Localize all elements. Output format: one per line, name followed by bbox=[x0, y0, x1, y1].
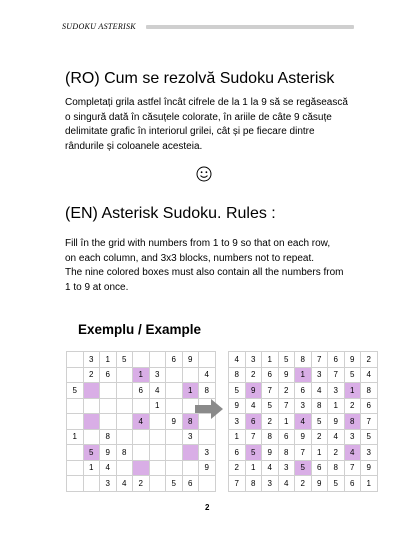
grid-row bbox=[229, 429, 378, 445]
grid-cell: 4 bbox=[245, 398, 262, 414]
grid-cell: 4 bbox=[100, 460, 117, 476]
grid-cell: 1 bbox=[100, 352, 117, 368]
grid-cell: 3 bbox=[182, 429, 199, 445]
grid-cell: 3 bbox=[199, 445, 216, 461]
grid-cell bbox=[116, 429, 133, 445]
grid-cell bbox=[149, 476, 166, 492]
grid-cell: 5 bbox=[361, 429, 378, 445]
grid-cell bbox=[182, 445, 199, 461]
grid-cell: 9 bbox=[311, 476, 328, 492]
grid-cell: 8 bbox=[199, 383, 216, 399]
grid-cell: 3 bbox=[328, 383, 345, 399]
grid-cell: 8 bbox=[361, 383, 378, 399]
grid-row bbox=[67, 398, 216, 414]
grid-cell bbox=[199, 352, 216, 368]
grid-cell bbox=[199, 476, 216, 492]
grid-cell: 5 bbox=[295, 460, 312, 476]
grid-cell: 5 bbox=[67, 383, 84, 399]
grid-row bbox=[229, 367, 378, 383]
grid-cell bbox=[182, 367, 199, 383]
grid-cell: 1 bbox=[295, 367, 312, 383]
grid-cell: 9 bbox=[199, 460, 216, 476]
grid-cell: 5 bbox=[262, 398, 279, 414]
ro-line: o singură dată în căsuțele colorate, în ariile de câte 9 căsuțe bbox=[65, 111, 332, 123]
grid-row bbox=[67, 383, 216, 399]
grid-cell: 8 bbox=[245, 476, 262, 492]
page-number: 2 bbox=[205, 503, 210, 512]
grid-cell: 9 bbox=[328, 414, 345, 430]
grid-cell: 8 bbox=[328, 460, 345, 476]
grid-cell: 8 bbox=[311, 398, 328, 414]
grid-cell: 3 bbox=[295, 398, 312, 414]
grid-cell: 3 bbox=[83, 352, 100, 368]
grid-cell: 6 bbox=[100, 367, 117, 383]
grid-cell: 2 bbox=[262, 414, 279, 430]
running-header: SUDOKU ASTERISK bbox=[62, 22, 136, 31]
grid-cell bbox=[166, 367, 183, 383]
grid-cell: 1 bbox=[311, 445, 328, 461]
grid-cell: 9 bbox=[278, 367, 295, 383]
grid-cell: 9 bbox=[245, 383, 262, 399]
grid-cell bbox=[116, 460, 133, 476]
grid-cell bbox=[67, 398, 84, 414]
grid-cell: 9 bbox=[100, 445, 117, 461]
grid-cell bbox=[67, 476, 84, 492]
grid-cell: 6 bbox=[182, 476, 199, 492]
grid-cell bbox=[116, 398, 133, 414]
grid-cell bbox=[116, 367, 133, 383]
grid-cell: 8 bbox=[116, 445, 133, 461]
grid-cell: 1 bbox=[245, 460, 262, 476]
solution-grid bbox=[228, 351, 378, 492]
grid-cell: 6 bbox=[328, 352, 345, 368]
grid-cell bbox=[100, 398, 117, 414]
grid-cell bbox=[166, 460, 183, 476]
ro-paragraph bbox=[65, 96, 365, 154]
grid-cell bbox=[166, 445, 183, 461]
grid-cell: 4 bbox=[344, 445, 361, 461]
grid-cell: 1 bbox=[83, 460, 100, 476]
grid-cell: 4 bbox=[361, 367, 378, 383]
grid-cell: 7 bbox=[344, 460, 361, 476]
grid-cell: 7 bbox=[361, 414, 378, 430]
grid-cell: 3 bbox=[311, 367, 328, 383]
grid-row bbox=[229, 460, 378, 476]
grid-cell: 2 bbox=[311, 429, 328, 445]
grid-cell: 1 bbox=[67, 429, 84, 445]
grid-cell bbox=[100, 414, 117, 430]
grid-cell: 7 bbox=[278, 398, 295, 414]
grid-cell: 7 bbox=[295, 445, 312, 461]
grid-cell bbox=[166, 398, 183, 414]
grid-cell: 3 bbox=[245, 352, 262, 368]
grid-cell bbox=[116, 383, 133, 399]
grid-cell: 2 bbox=[295, 476, 312, 492]
grid-cell bbox=[166, 429, 183, 445]
grid-row bbox=[229, 414, 378, 430]
grid-cell bbox=[133, 352, 150, 368]
grid-cell: 4 bbox=[199, 367, 216, 383]
grid-row bbox=[67, 460, 216, 476]
grid-cell: 2 bbox=[133, 476, 150, 492]
grid-cell bbox=[133, 445, 150, 461]
header-rule bbox=[146, 25, 354, 29]
grid-cell: 5 bbox=[344, 367, 361, 383]
grid-row bbox=[67, 352, 216, 368]
grid-cell: 1 bbox=[229, 429, 246, 445]
grid-cell: 7 bbox=[328, 367, 345, 383]
grid-cell: 4 bbox=[116, 476, 133, 492]
grid-cell: 5 bbox=[311, 414, 328, 430]
grid-cell: 2 bbox=[229, 460, 246, 476]
grid-cell: 5 bbox=[328, 476, 345, 492]
grid-cell: 5 bbox=[116, 352, 133, 368]
grid-cell bbox=[67, 367, 84, 383]
grid-cell bbox=[149, 445, 166, 461]
grid-cell: 8 bbox=[344, 414, 361, 430]
grid-row bbox=[229, 398, 378, 414]
grid-cell: 4 bbox=[278, 476, 295, 492]
grid-cell: 8 bbox=[229, 367, 246, 383]
grid-cell: 4 bbox=[133, 414, 150, 430]
grid-row bbox=[67, 367, 216, 383]
grid-cell: 3 bbox=[229, 414, 246, 430]
grid-cell: 3 bbox=[149, 367, 166, 383]
en-line: The nine colored boxes must also contain all the numbers from bbox=[65, 267, 344, 278]
grid-row bbox=[67, 445, 216, 461]
grid-cell: 1 bbox=[328, 398, 345, 414]
en-line: Fill în the grid with numbers from 1 to 9 so that on each row, bbox=[65, 238, 331, 249]
grid-cell: 5 bbox=[166, 476, 183, 492]
grid-cell: 4 bbox=[229, 352, 246, 368]
grid-cell bbox=[67, 460, 84, 476]
grid-cell bbox=[149, 414, 166, 430]
grid-cell: 2 bbox=[361, 352, 378, 368]
grid-cell: 7 bbox=[229, 476, 246, 492]
grid-row bbox=[229, 445, 378, 461]
grid-cell: 6 bbox=[245, 414, 262, 430]
grid-cell: 2 bbox=[245, 367, 262, 383]
grid-cell bbox=[83, 414, 100, 430]
grid-cell: 4 bbox=[149, 383, 166, 399]
grid-cell bbox=[149, 352, 166, 368]
grid-cell bbox=[149, 460, 166, 476]
grid-cell: 8 bbox=[100, 429, 117, 445]
grid-cell: 2 bbox=[344, 398, 361, 414]
grid-cell: 1 bbox=[133, 367, 150, 383]
grid-cell: 9 bbox=[229, 398, 246, 414]
grid-cell: 3 bbox=[100, 476, 117, 492]
grid-cell: 8 bbox=[278, 445, 295, 461]
grid-cell: 8 bbox=[295, 352, 312, 368]
en-line: on each column, and 3x3 blocks, numbers not to repeat. bbox=[65, 252, 315, 264]
grid-cell bbox=[199, 429, 216, 445]
grid-cell bbox=[83, 383, 100, 399]
grid-row bbox=[67, 476, 216, 492]
grid-cell: 6 bbox=[344, 476, 361, 492]
ro-line: delimitate grafic în interiorul grilei, cât și pe fiecare dintre bbox=[65, 126, 315, 137]
grid-cell: 2 bbox=[328, 445, 345, 461]
grid-row bbox=[67, 429, 216, 445]
grid-cell: 3 bbox=[262, 476, 279, 492]
grid-cell: 6 bbox=[133, 383, 150, 399]
grid-row bbox=[229, 476, 378, 492]
grid-cell: 7 bbox=[262, 383, 279, 399]
grid-cell: 9 bbox=[295, 429, 312, 445]
grid-cell bbox=[67, 414, 84, 430]
grid-cell bbox=[182, 460, 199, 476]
grid-cell bbox=[83, 476, 100, 492]
grid-cell: 4 bbox=[311, 383, 328, 399]
grid-cell: 8 bbox=[262, 429, 279, 445]
grid-cell: 6 bbox=[311, 460, 328, 476]
right-arrow-icon bbox=[194, 398, 224, 420]
grid-cell: 1 bbox=[278, 414, 295, 430]
grid-cell: 6 bbox=[262, 367, 279, 383]
grid-cell bbox=[133, 429, 150, 445]
grid-cell bbox=[149, 429, 166, 445]
grid-cell: 8 bbox=[182, 414, 199, 430]
grid-cell: 2 bbox=[83, 367, 100, 383]
grid-cell: 1 bbox=[182, 383, 199, 399]
grid-row bbox=[229, 383, 378, 399]
grid-cell: 6 bbox=[166, 352, 183, 368]
grid-cell: 3 bbox=[344, 429, 361, 445]
grid-cell: 5 bbox=[245, 445, 262, 461]
example-title: Exemplu / Example bbox=[78, 322, 202, 337]
ro-line: rândurile și coloanele acesteia. bbox=[65, 140, 203, 152]
grid-cell: 6 bbox=[278, 429, 295, 445]
grid-cell: 4 bbox=[328, 429, 345, 445]
grid-cell: 1 bbox=[344, 383, 361, 399]
grid-cell: 6 bbox=[295, 383, 312, 399]
grid-cell: 5 bbox=[278, 352, 295, 368]
grid-cell: 1 bbox=[149, 398, 166, 414]
grid-cell: 9 bbox=[262, 445, 279, 461]
grid-row bbox=[67, 414, 216, 430]
grid-cell bbox=[166, 383, 183, 399]
grid-cell bbox=[67, 352, 84, 368]
en-heading: (EN) Asterisk Sudoku. Rules : bbox=[65, 205, 276, 222]
grid-cell: 9 bbox=[344, 352, 361, 368]
grid-cell: 5 bbox=[229, 383, 246, 399]
grid-cell: 1 bbox=[262, 352, 279, 368]
grid-cell: 9 bbox=[361, 460, 378, 476]
grid-cell: 1 bbox=[361, 476, 378, 492]
grid-cell bbox=[67, 445, 84, 461]
grid-row bbox=[229, 352, 378, 368]
grid-cell: 9 bbox=[182, 352, 199, 368]
grid-cell: 2 bbox=[278, 383, 295, 399]
smiley-face-icon bbox=[196, 166, 212, 182]
grid-cell: 3 bbox=[361, 445, 378, 461]
grid-cell bbox=[133, 460, 150, 476]
grid-cell: 6 bbox=[229, 445, 246, 461]
grid-cell: 3 bbox=[278, 460, 295, 476]
en-line: 1 to 9 at once. bbox=[65, 281, 129, 293]
grid-cell bbox=[100, 383, 117, 399]
grid-cell bbox=[116, 414, 133, 430]
grid-cell: 7 bbox=[245, 429, 262, 445]
ro-line: Completați grila astfel încât cifrele de la 1 la 9 să se regăsească bbox=[65, 97, 348, 108]
grid-cell bbox=[83, 429, 100, 445]
grid-cell bbox=[133, 398, 150, 414]
grid-cell: 4 bbox=[262, 460, 279, 476]
en-paragraph bbox=[65, 237, 365, 295]
grid-cell bbox=[83, 398, 100, 414]
ro-heading: (RO) Cum se rezolvă Sudoku Asterisk bbox=[65, 70, 335, 87]
grid-cell: 5 bbox=[83, 445, 100, 461]
grid-cell: 4 bbox=[295, 414, 312, 430]
grid-cell: 7 bbox=[311, 352, 328, 368]
grid-cell: 9 bbox=[166, 414, 183, 430]
grid-cell: 6 bbox=[361, 398, 378, 414]
puzzle-grid bbox=[66, 351, 216, 492]
